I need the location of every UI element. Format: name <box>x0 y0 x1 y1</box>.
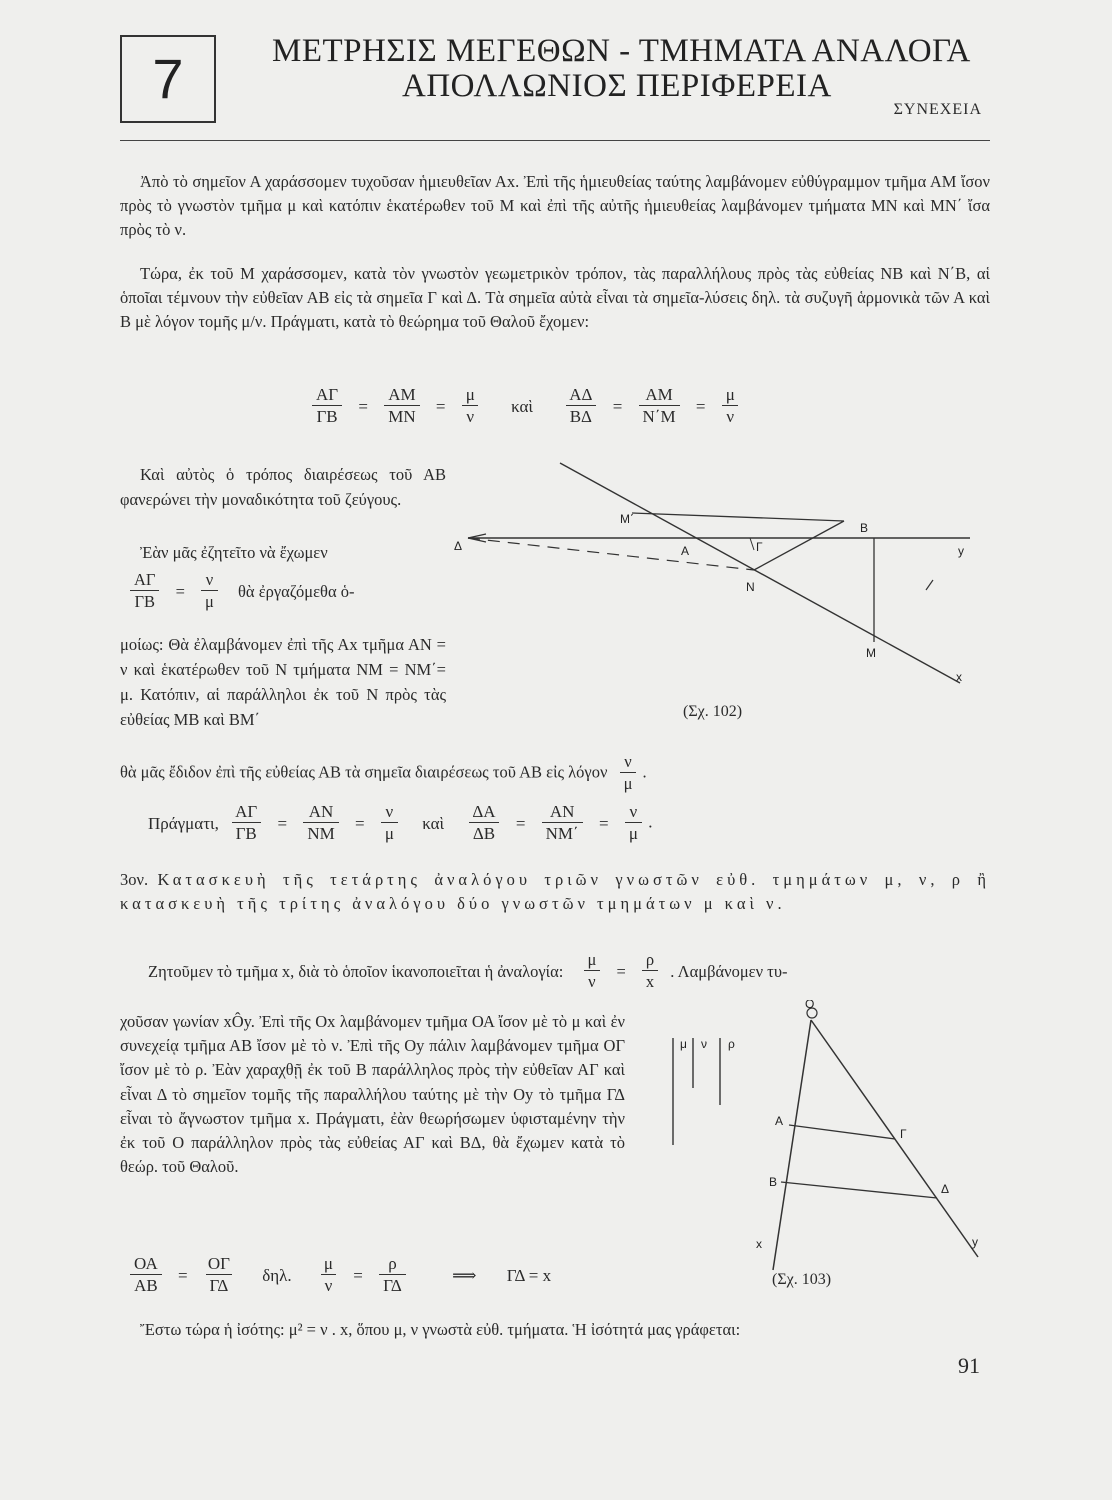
left-column-text-1: Καὶ αὐτὸς ὁ τρόπος διαιρέσεως τοῦ ΑΒ φανερώνει τὴν μοναδικότητα τοῦ ζεύγους. <box>120 465 446 509</box>
fraction <box>468 802 499 845</box>
label-G: Γ <box>900 1127 907 1141</box>
label-nu: ν <box>701 1037 707 1051</box>
denominator: ΓΒ <box>130 590 159 613</box>
denominator: x <box>642 970 658 993</box>
denominator: μ <box>625 822 642 845</box>
equals-sign: = <box>178 1265 188 1285</box>
label-B: Β <box>769 1175 778 1189</box>
label-x: x <box>956 670 962 684</box>
paragraph-4-text-b: . Λαμβάνομεν τυ- <box>670 961 788 981</box>
denominator: ΑΒ <box>130 1274 162 1297</box>
chapter-title-line2: ΑΠΟΛΛΩΝΙΟΣ ΠΕΡΙΦΕΡΕΙΑ <box>402 68 832 104</box>
fraction <box>312 385 342 428</box>
denominator: ΓΔ <box>379 1274 406 1297</box>
figure-103-caption: (Σχ. 103) <box>772 1271 832 1288</box>
paragraph-5: χοῦσαν γωνίαν xÔy. Ἐπὶ τῆς Οx λαμβάνομεν τμῆμα ΟΑ ἴσον μὲ τὸ μ καὶ ἐν συνεχείᾳ τμῆμα ΑΒ ἴσον μὲ τὸ ν. Ἐπὶ τῆς Οy πάλιν λαμβάνομεν τμῆμα ΟΓ ἴσον μὲ τὸ ρ. Ἐὰν χαραχθῇ ἐκ τοῦ Β παράλληλος πρὸς τὴν εὐθεῖαν ΑΓ καὶ εἶναι Δ τὸ σημεῖον τομῆς τῆς παραλλήλου ταύτης μὲ τὴν Οy τὸ τμῆμα ΓΔ εἶναι τὸ ἄγνωστον τμῆμα x. Πράγματι, ἐὰν θεωρήσωμεν ὑφισταμένην τὴν ἐκ τοῦ Ο παράλληλον πρὸς τὰς εὐθείας ΑΓ καὶ ΒΔ, θὰ ἔχωμεν κατὰ τὸ θεώρ. τοῦ Θαλοῦ. <box>120 1012 625 1177</box>
equation-1 <box>310 385 741 428</box>
fraction <box>639 385 680 428</box>
left-column-text-4: μοίως: Θὰ ἐλαμβάνομεν ἐπὶ τῆς Αx τμῆμα ΑΝ = ν καὶ ἑκατέρωθεν τοῦ Ν τμήματα ΝΜ = ΝΜ΄= μ. Κατόπιν, αἱ παράλληλοι ἐκ τοῦ Ν πρὸς τὰς εὐθείας ΜΒ καὶ ΒΜ΄ <box>120 635 446 729</box>
numerator: ΑΓ <box>235 802 258 821</box>
numerator: ρ <box>388 1254 397 1273</box>
numerator: ν <box>385 802 394 821</box>
numerator: μ <box>587 950 597 969</box>
equation-2 <box>148 802 652 845</box>
denominator: ΝΜ΄ <box>542 822 583 845</box>
dil-word: δηλ. <box>262 1265 292 1285</box>
denominator: ΒΔ <box>566 405 596 428</box>
label-A: Α <box>681 544 690 558</box>
equation-2-label: Πράγματι, <box>148 813 219 833</box>
section-3-title: Κατασκευὴ τῆς τετάρτης ἀναλόγου τριῶν γνωστῶν εὐθ. τμημάτων μ, ν, ρ ἢ κατασκευὴ τῆς τρίτης ἀναλόγου δύο γνωστῶν τμημάτων μ καὶ ν. <box>120 870 991 913</box>
denominator: ΝΜ <box>303 822 338 845</box>
denominator: ΜΝ <box>384 405 419 428</box>
numerator: ΑΓ <box>134 570 156 589</box>
equals-sign: = <box>353 1265 363 1285</box>
numerator: μ <box>725 385 735 404</box>
label-N: Ν <box>746 580 755 594</box>
figure-103 <box>665 1000 995 1280</box>
line-AG <box>789 1125 895 1139</box>
denominator: ΓΒ <box>312 405 341 428</box>
equals-sign: = <box>175 581 185 601</box>
paragraph-3-text: θὰ μᾶς ἔδιδον ἐπὶ τῆς εὐθείας ΑΒ τὰ σημεῖα διαιρέσεως τοῦ ΑΒ εἰς λόγον <box>120 762 608 782</box>
label-O: Ο <box>805 1000 815 1011</box>
numerator: ΑΜ <box>645 385 673 404</box>
label-A: Α <box>775 1114 784 1128</box>
fraction <box>642 950 658 993</box>
section-3 <box>120 868 990 916</box>
equals-sign: = <box>435 396 446 416</box>
fraction <box>565 385 596 428</box>
denominator: ν <box>584 970 599 993</box>
denominator: ΓΒ <box>232 822 261 845</box>
label-rho: ρ <box>728 1037 735 1051</box>
paragraph-4 <box>148 950 787 993</box>
fraction <box>130 570 159 613</box>
numerator: ΑΝ <box>549 802 575 821</box>
equals-sign: = <box>515 813 526 833</box>
tick-G <box>750 538 754 550</box>
label-D: Δ <box>941 1182 950 1196</box>
line-NB <box>754 521 844 570</box>
fraction <box>625 802 642 845</box>
denominator: ν <box>722 405 738 428</box>
denominator: ν <box>462 405 478 428</box>
numerator: ΑΓ <box>316 385 339 404</box>
fraction <box>542 802 583 845</box>
fraction <box>583 950 600 993</box>
dashed-line-DN <box>468 538 754 570</box>
kai-word: καὶ <box>422 813 445 833</box>
numerator: ρ <box>645 950 655 969</box>
left-column-equation <box>128 570 354 613</box>
equals-sign: = <box>695 396 706 416</box>
header-rule <box>120 140 990 141</box>
equation-2-end: . <box>648 812 653 832</box>
label-M: Μ <box>866 646 876 660</box>
numerator: ν <box>624 752 632 771</box>
numerator: ΟΑ <box>134 1254 158 1273</box>
equals-sign: = <box>612 396 623 416</box>
figure-102 <box>450 455 990 695</box>
fraction <box>381 802 398 845</box>
left-column-text-3: θὰ ἐργαζόμεθα ὁ- <box>238 581 355 601</box>
section-3-number: 3ον. <box>120 870 149 889</box>
numerator: ν <box>629 802 638 821</box>
label-y: y <box>972 1235 978 1249</box>
fraction <box>201 570 218 613</box>
chapter-number-box: 7 <box>120 35 216 123</box>
fraction <box>379 1254 406 1297</box>
paragraph-1: Ἀπὸ τὸ σημεῖον Α χαράσσομεν τυχοῦσαν ἡμιευθεῖαν Αx. Ἐπὶ τῆς ἡμιευθείας ταύτης λαμβάνομεν εὐθύγραμμον τμῆμα ΑΜ ἴσον πρὸς τὸ γνωστὸν τμῆμα μ καὶ κατόπιν ἑκατέρωθεν τοῦ Μ καὶ ἐπὶ τῆς αὐτῆς ἡμιευθείας λαμβάνομεν τμήματα ΜΝ καὶ ΜΝ΄ ἴσα πρὸς τὸ ν. <box>120 172 990 239</box>
fraction <box>722 385 739 428</box>
last-line: Ἔστω τώρα ἡ ἰσότης: μ² = ν . x, ὅπου μ, ν γνωστὰ εὐθ. τμήματα. Ἡ ἰσότητά μας γράφεται: <box>140 1320 741 1339</box>
ray-Ax <box>560 463 960 683</box>
stroke-mark <box>926 580 933 590</box>
numerator: μ <box>323 1254 333 1273</box>
continued-label: ΣΥΝΕΧΕΙΑ <box>893 101 982 118</box>
denominator: μ <box>201 590 218 613</box>
label-G: Γ <box>756 540 763 554</box>
label-mu: μ <box>680 1037 687 1051</box>
fraction <box>384 385 419 428</box>
label-y: y <box>958 544 964 558</box>
denominator: Ν΄Μ <box>639 405 680 428</box>
fraction <box>231 802 261 845</box>
fraction <box>462 385 479 428</box>
denominator: ν <box>321 1274 337 1297</box>
paragraph-4-text-a: Ζητοῦμεν τὸ τμῆμα x, διὰ τὸ ὁποῖον ἱκανοποιεῖται ἡ ἀναλογία: <box>148 961 564 981</box>
equals-sign: = <box>598 813 609 833</box>
page-number: 91 <box>958 1353 980 1378</box>
equals-sign: = <box>616 961 626 981</box>
ray-Ox <box>773 1020 811 1270</box>
figure-102-caption: (Σχ. 102) <box>683 703 743 720</box>
sentence-period: . <box>642 762 647 782</box>
numerator: ΑΜ <box>388 385 416 404</box>
fraction <box>303 802 338 845</box>
equals-sign: = <box>277 813 288 833</box>
equals-sign: = <box>354 813 365 833</box>
numerator: ΟΓ <box>207 1254 230 1273</box>
label-x: x <box>756 1237 762 1251</box>
numerator: ΔΑ <box>472 802 496 821</box>
left-column-text-2: Ἐὰν μᾶς ἐζητεῖτο νὰ ἔχωμεν <box>140 543 328 562</box>
label-M-prime: Μ΄ <box>620 512 634 526</box>
fraction <box>130 1254 162 1297</box>
label-B: Β <box>860 521 869 535</box>
chapter-title-line1: ΜΕΤΡΗΣΙΣ ΜΕΓΕΘΩΝ - ΤΜΗΜΑΤΑ ΑΝΑΛΟΓΑ <box>272 33 971 69</box>
denominator: ΔΒ <box>469 822 499 845</box>
fraction <box>204 1254 234 1297</box>
numerator: ν <box>205 570 214 589</box>
equation-3-result: ΓΔ = x <box>506 1265 552 1285</box>
line-BD <box>781 1182 937 1198</box>
kai-word: καὶ <box>511 396 533 416</box>
denominator: μ <box>620 772 637 795</box>
equals-sign: = <box>358 396 368 416</box>
denominator: ΓΔ <box>206 1274 233 1297</box>
fraction <box>320 1254 337 1297</box>
equation-3 <box>128 1254 551 1297</box>
denominator: μ <box>381 822 398 845</box>
paragraph-3 <box>120 752 647 795</box>
numerator: ΑΔ <box>569 385 593 404</box>
paragraph-2: Τώρα, ἐκ τοῦ Μ χαράσσομεν, κατὰ τὸν γνωστὸν γεωμετρικὸν τρόπον, τὰς παραλλήλους πρὸς τὰς εὐθείας ΝΒ καὶ Ν΄Β, αἱ ὁποῖαι τέμνουν τὴν εὐθεῖαν ΑΒ εἰς τὰ σημεῖα Γ καὶ Δ. Τὰ σημεῖα αὐτὰ εἶναι τὰ σημεῖα-λύσεις δηλ. τὰ συζυγῆ ἁρμονικὰ τῶν Α καὶ Β μὲ λόγον τομῆς μ/ν. Πράγματι, κατὰ τὸ θεώρημα τοῦ Θαλοῦ ἔχομεν: <box>120 264 990 331</box>
implies-arrow: ⟹ <box>452 1265 477 1285</box>
numerator: μ <box>465 385 475 404</box>
numerator: ΑΝ <box>308 802 334 821</box>
label-D: Δ <box>454 539 463 553</box>
fraction <box>620 752 637 795</box>
